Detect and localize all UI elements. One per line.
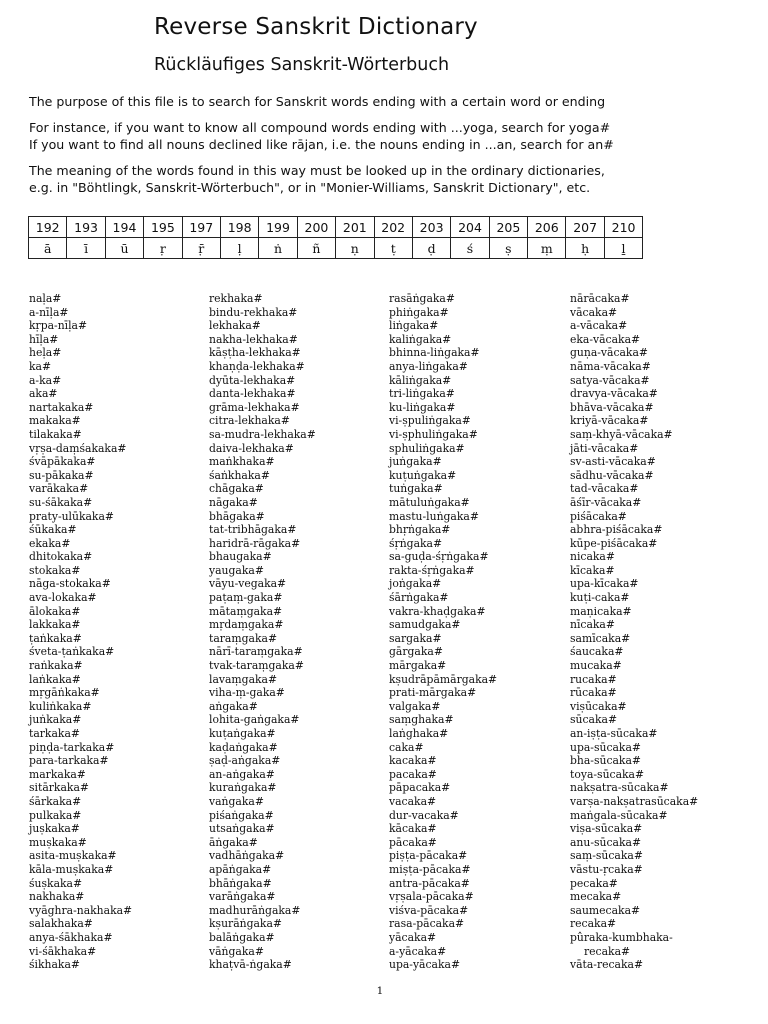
word-entry: kṣurāṅgaka# xyxy=(209,917,282,931)
char-glyph-cell: ū xyxy=(105,238,143,259)
word-entry: juṅkaka# xyxy=(29,713,82,727)
word-entry: muṣkaka# xyxy=(29,835,87,849)
char-glyph-cell: ṃ xyxy=(528,238,566,259)
word-entry: kuṭaṅgaka# xyxy=(209,727,276,740)
word-entry: taraṃgaka# xyxy=(209,631,277,645)
word-entry: śuṣkaka# xyxy=(29,876,83,890)
word-entry: su-pākaka# xyxy=(29,468,94,482)
char-glyph-cell: ḻ xyxy=(604,238,642,259)
word-entry: a-yācaka# xyxy=(389,944,447,958)
word-entry: vacaka# xyxy=(389,794,437,808)
word-entry: rūcaka# xyxy=(570,686,617,700)
word-entry: valgaka# xyxy=(389,699,441,713)
word-entry: piśaṅgaka# xyxy=(209,808,274,822)
word-entry: sa-mudra-lekhaka# xyxy=(209,427,316,441)
word-entry: vācaka# xyxy=(570,305,618,319)
word-entry: tat-tribhāgaka# xyxy=(209,523,297,537)
page-number: 1 xyxy=(376,985,384,997)
word-column-1 xyxy=(29,292,132,972)
char-glyph-cell: ṅ xyxy=(259,238,297,259)
word-entry: para-tarkaka# xyxy=(29,754,109,768)
word-entry: asita-muṣkaka# xyxy=(29,849,117,863)
word-entry: dhitokaka# xyxy=(29,550,93,564)
word-entry: nicaka# xyxy=(570,550,615,564)
word-entry: madhurāṅgaka# xyxy=(209,903,301,917)
word-entry: phiṅgaka# xyxy=(389,305,449,319)
char-code-cell: 206 xyxy=(528,217,566,238)
word-entry: gārgaka# xyxy=(389,645,443,659)
char-code-cell: 200 xyxy=(297,217,335,238)
word-entry: bhinna-liṅgaka# xyxy=(389,346,480,360)
word-entry: anya-liṅgaka# xyxy=(389,359,468,373)
word-entry: dyūta-lekhaka# xyxy=(209,373,296,387)
word-entry: praty-ulūkaka# xyxy=(29,509,114,523)
word-entry: vāyu-vegaka# xyxy=(209,577,287,591)
word-entry: sādhu-vācaka# xyxy=(570,468,654,482)
word-entry: sūcaka# xyxy=(570,713,618,727)
word-entry: khaṇḍa-lekhaka# xyxy=(209,359,305,373)
char-code-cell: 204 xyxy=(451,217,489,238)
word-entry: viśva-pācaka# xyxy=(389,903,469,917)
word-entry: jāti-vācaka# xyxy=(570,441,639,455)
word-entry: a-nīḷa# xyxy=(29,305,69,319)
word-entry: sargaka# xyxy=(389,631,442,645)
word-entry: nartakaka# xyxy=(29,400,94,414)
word-entry: ekaka# xyxy=(29,536,71,550)
word-entry: kāla-muṣkaka# xyxy=(29,862,114,876)
word-entry: mārgaka# xyxy=(389,659,447,673)
word-entry: kṛpa-nīḷa# xyxy=(29,319,88,333)
word-entry: miṣṭa-pācaka# xyxy=(389,862,471,876)
char-glyph-cell: ṣ xyxy=(489,238,527,259)
word-entry: balāṅgaka# xyxy=(209,930,275,944)
word-entry: ku-liṅgaka# xyxy=(389,400,456,414)
word-entry: caka# xyxy=(389,740,424,754)
word-entry: rakta-śṛṅgaka# xyxy=(389,563,475,577)
word-entry: śvāpākaka# xyxy=(29,455,96,469)
word-entry: vi-śākhaka# xyxy=(29,944,97,958)
word-entry: laṅghaka# xyxy=(389,727,449,740)
word-entry: samudgaka# xyxy=(389,618,461,632)
char-code-cell: 202 xyxy=(374,217,412,238)
word-entry: tilakaka# xyxy=(29,427,82,441)
word-entry: nīcaka# xyxy=(570,618,615,632)
word-entry: vyāghra-nakhaka# xyxy=(29,903,133,917)
word-entry: khaṭvā-ṅgaka# xyxy=(209,958,292,972)
word-entry: bindu-rekhaka# xyxy=(209,305,298,319)
word-entry: ṭaṅkaka# xyxy=(29,631,82,645)
word-entry: piṣṭa-pācaka# xyxy=(389,849,468,863)
word-entry: yaugaka# xyxy=(209,563,264,577)
word-entry: pecaka# xyxy=(570,876,618,890)
char-code-cell: 198 xyxy=(220,217,258,238)
word-entry: kacaka# xyxy=(389,754,437,768)
word-entry: bha-sūcaka# xyxy=(570,754,641,768)
word-column-2 xyxy=(209,292,316,972)
word-entry: sphuliṅgaka# xyxy=(389,441,465,455)
intro-references: e.g. in "Böhtlingk, Sanskrit-Wörterbuch", or in "Monier-Williams, Sanskrit Dictionary", etc. xyxy=(29,180,591,195)
word-entry: vāṅgaka# xyxy=(209,944,264,958)
word-entry: bhaugaka# xyxy=(209,550,272,564)
word-entry: mṛdaṃgaka# xyxy=(209,618,284,632)
word-entry: nakṣatra-sūcaka# xyxy=(570,781,669,795)
word-entry: tuṅgaka# xyxy=(389,482,443,496)
word-entry: su-śākaka# xyxy=(29,495,93,509)
word-entry: pācaka# xyxy=(389,835,437,849)
word-entry: markaka# xyxy=(29,767,86,781)
word-entry: nakhaka# xyxy=(29,890,85,904)
word-entry: aṅgaka# xyxy=(209,699,258,713)
word-entry: an-aṅgaka# xyxy=(209,767,275,781)
word-entry: raṅkaka# xyxy=(29,659,83,673)
char-glyph-cell: ī xyxy=(67,238,105,259)
word-entry: kāliṅgaka# xyxy=(389,373,452,387)
word-entry: recaka# xyxy=(570,917,617,931)
word-entry: samīcaka# xyxy=(570,631,631,645)
word-entry: piśācaka# xyxy=(570,509,627,523)
word-entry: vāta-recaka# xyxy=(570,958,644,972)
word-column-3 xyxy=(389,292,497,972)
word-entry: dur-vacaka# xyxy=(389,808,459,822)
word-entry: juṣkaka# xyxy=(29,822,80,836)
character-code-table xyxy=(28,216,643,259)
word-entry: satya-vācaka# xyxy=(570,373,650,387)
word-entry: salakhaka# xyxy=(29,917,93,931)
word-entry: nāgaka# xyxy=(209,495,258,509)
word-entry: tarkaka# xyxy=(29,727,80,740)
word-entry: śūkaka# xyxy=(29,523,77,537)
word-entry: makaka# xyxy=(29,414,81,428)
word-entry: dravya-vācaka# xyxy=(570,387,658,401)
word-entry: viha-ṃ-gaka# xyxy=(209,686,285,700)
word-entry: upa-sūcaka# xyxy=(570,740,641,754)
word-entry: vadhāṅgaka# xyxy=(209,849,285,863)
word-entry: pacaka# xyxy=(389,767,437,781)
word-entry: lakkaka# xyxy=(29,618,81,632)
intro-example-an: If you want to find all nouns declined like rājan, i.e. the nouns ending in ...an, search for an# xyxy=(29,137,614,152)
char-code-cell: 207 xyxy=(566,217,604,238)
word-entry: ka# xyxy=(29,359,52,373)
word-entry: kuraṅgaka# xyxy=(209,781,277,795)
word-entry: guṇa-vācaka# xyxy=(570,346,648,360)
word-entry: sitārkaka# xyxy=(29,781,89,795)
word-entry: stokaka# xyxy=(29,563,81,577)
word-entry: juṅgaka# xyxy=(389,455,442,469)
word-entry: pûraka-kumbhaka- xyxy=(570,930,673,944)
word-entry: naḷa# xyxy=(29,292,62,305)
word-entry: rucaka# xyxy=(570,672,617,686)
word-entry: rekhaka# xyxy=(209,292,263,305)
word-entry: rasa-pācaka# xyxy=(389,917,465,931)
char-glyph-cell: ṇ xyxy=(336,238,374,259)
word-entry: ava-lokaka# xyxy=(29,591,97,605)
word-entry: bhṛṅgaka# xyxy=(389,523,451,537)
word-entry: eka-vācaka# xyxy=(570,332,641,346)
word-entry: bhāgaka# xyxy=(209,509,265,523)
word-entry: recaka# xyxy=(584,944,631,958)
word-entry: śārkaka# xyxy=(29,794,82,808)
word-entry: varākaka# xyxy=(29,482,89,496)
word-entry: kṣudrāpāmārgaka# xyxy=(389,672,498,686)
word-entry: joṅgaka# xyxy=(389,577,442,591)
word-entry: vakra-khaḍgaka# xyxy=(389,604,486,618)
char-glyph-cell: ñ xyxy=(297,238,335,259)
word-entry: citra-lekhaka# xyxy=(209,414,290,428)
char-glyph-cell: ṭ xyxy=(374,238,412,259)
word-entry: nāma-vācaka# xyxy=(570,359,651,373)
word-entry: maṅkhaka# xyxy=(209,455,275,469)
word-entry: maṅgala-sūcaka# xyxy=(570,808,668,822)
word-entry: lekhaka# xyxy=(209,319,261,333)
word-entry: grāma-lekhaka# xyxy=(209,400,300,414)
char-code-cell: 194 xyxy=(105,217,143,238)
word-entry: paṭaṃ-gaka# xyxy=(209,591,283,605)
word-entry: laṅkaka# xyxy=(29,672,81,686)
word-entry: kuṭuṅgaka# xyxy=(389,468,457,482)
word-entry: tad-vācaka# xyxy=(570,482,639,496)
intro-meaning: The meaning of the words found in this way must be looked up in the ordinary dictionaries, xyxy=(29,163,605,178)
glyph-row xyxy=(29,238,643,259)
word-entry: sa-guḍa-śṛṅgaka# xyxy=(389,550,489,564)
word-entry: kaliṅgaka# xyxy=(389,332,452,346)
word-entry: pulkaka# xyxy=(29,808,82,822)
char-glyph-cell: ḥ xyxy=(566,238,604,259)
char-code-cell: 203 xyxy=(412,217,450,238)
char-code-cell: 199 xyxy=(259,217,297,238)
word-entry: śaṅkhaka# xyxy=(209,468,270,482)
word-entry: heḷa# xyxy=(29,346,62,360)
word-entry: pāpacaka# xyxy=(389,781,451,795)
word-entry: aka# xyxy=(29,387,58,401)
word-entry: utsaṅgaka# xyxy=(209,822,275,836)
word-entry: vāstu-ṛcaka# xyxy=(570,862,643,876)
word-entry: daiva-lekhaka# xyxy=(209,441,294,455)
char-code-cell: 192 xyxy=(29,217,67,238)
word-entry: saṃ-khyā-vācaka# xyxy=(570,427,673,441)
word-entry: varāṅgaka# xyxy=(209,890,276,904)
word-entry: āśīr-vācaka# xyxy=(570,495,642,509)
word-entry: anu-sūcaka# xyxy=(570,835,641,849)
char-glyph-cell: ṝ xyxy=(182,238,220,259)
word-entry: kriyā-vācaka# xyxy=(570,414,649,428)
word-entry: kāṣṭha-lekhaka# xyxy=(209,346,301,360)
word-entry: ālokaka# xyxy=(29,604,81,618)
word-entry: mastu-luṅgaka# xyxy=(389,509,479,523)
word-entry: nakha-lekhaka# xyxy=(209,332,298,346)
word-entry: āṅgaka# xyxy=(209,835,258,849)
word-entry: upa-yācaka# xyxy=(389,958,460,972)
word-entry: toya-sūcaka# xyxy=(570,767,645,781)
word-entry: mātuluṅgaka# xyxy=(389,495,470,509)
word-entry: nārī-taraṃgaka# xyxy=(209,645,303,659)
word-entry: vṛṣala-pācaka# xyxy=(389,890,474,904)
word-entry: ṣaḍ-aṅgaka# xyxy=(209,754,281,768)
word-entry: śikhaka# xyxy=(29,958,80,972)
word-entry: varṣa-nakṣatrasūcaka# xyxy=(570,794,699,808)
word-entry: hīḷa# xyxy=(29,332,59,346)
word-entry: yācaka# xyxy=(389,930,437,944)
word-entry: an-iṣṭa-sūcaka# xyxy=(570,727,658,740)
word-entry: maṇicaka# xyxy=(570,604,632,618)
word-entry: śṛṅgaka# xyxy=(389,536,443,550)
word-column-4 xyxy=(570,292,698,972)
word-entry: vaṅgaka# xyxy=(209,794,264,808)
word-entry: kācaka# xyxy=(389,822,437,836)
word-entry: vi-ṣphuliṅgaka# xyxy=(389,427,478,441)
word-entry: anya-śākhaka# xyxy=(29,930,113,944)
char-code-cell: 210 xyxy=(604,217,642,238)
word-entry: mucaka# xyxy=(570,659,622,673)
word-entry: nārācaka# xyxy=(570,292,630,305)
word-entry: piṇḍa-tarkaka# xyxy=(29,740,115,754)
word-entry: mātaṃgaka# xyxy=(209,604,283,618)
word-entry: vi-ṣpuliṅgaka# xyxy=(389,414,471,428)
word-entry: kuṭi-caka# xyxy=(570,591,630,605)
word-entry: abhra-piśācaka# xyxy=(570,523,663,537)
word-entry: kuliṅkaka# xyxy=(29,699,92,713)
word-entry: kūpe-piśācaka# xyxy=(570,536,658,550)
word-entry: saumecaka# xyxy=(570,903,641,917)
word-entry: mṛgāṅkaka# xyxy=(29,686,100,700)
char-code-cell: 193 xyxy=(67,217,105,238)
char-glyph-cell: ā xyxy=(29,238,67,259)
word-entry: śveta-ṭaṅkaka# xyxy=(29,645,115,659)
intro-example-yoga: For instance, if you want to know all compound words ending with ...yoga, search for yoga# xyxy=(29,120,611,135)
char-code-cell: 195 xyxy=(144,217,182,238)
char-code-cell: 201 xyxy=(336,217,374,238)
word-entry: vṛṣa-daṃśakaka# xyxy=(29,441,127,455)
code-row xyxy=(29,217,643,238)
char-glyph-cell: ś xyxy=(451,238,489,259)
word-entry: upa-kīcaka# xyxy=(570,577,639,591)
word-entry: prati-mārgaka# xyxy=(389,686,477,700)
word-entry: apāṅgaka# xyxy=(209,862,272,876)
word-entry: haridrā-rāgaka# xyxy=(209,536,301,550)
intro-purpose: The purpose of this file is to search for Sanskrit words ending with a certain word or ending xyxy=(29,94,606,109)
word-entry: sv-asti-vācaka# xyxy=(570,455,656,469)
document-subtitle: Rückläufiges Sanskrit-Wörterbuch xyxy=(154,55,450,75)
word-entry: kīcaka# xyxy=(570,563,615,577)
word-entry: viṣūcaka# xyxy=(570,699,627,713)
word-entry: bhāva-vācaka# xyxy=(570,400,654,414)
word-entry: kaḍaṅgaka# xyxy=(209,740,278,754)
word-entry: nāga-stokaka# xyxy=(29,577,111,591)
word-entry: saṃ-sūcaka# xyxy=(570,849,643,863)
word-entry: saṃghaka# xyxy=(389,713,454,727)
char-code-cell: 205 xyxy=(489,217,527,238)
char-glyph-cell: ḍ xyxy=(412,238,450,259)
word-entry: rasāṅgaka# xyxy=(389,292,455,305)
word-entry: śārṅgaka# xyxy=(389,591,449,605)
word-entry: tvak-taraṃgaka# xyxy=(209,659,304,673)
word-entry: lohita-gaṅgaka# xyxy=(209,713,300,727)
word-entry: danta-lekhaka# xyxy=(209,387,296,401)
char-glyph-cell: ḷ xyxy=(220,238,258,259)
word-entry: liṅgaka# xyxy=(389,319,439,333)
document-title: Reverse Sanskrit Dictionary xyxy=(154,14,478,40)
word-entry: bhāṅgaka# xyxy=(209,876,272,890)
word-entry: a-ka# xyxy=(29,373,62,387)
word-entry: antra-pācaka# xyxy=(389,876,470,890)
word-entry: a-vācaka# xyxy=(570,319,628,333)
word-entry: lavaṃgaka# xyxy=(209,672,278,686)
word-entry: śaucaka# xyxy=(570,645,624,659)
word-entry: tri-liṅgaka# xyxy=(389,387,455,401)
word-entry: chāgaka# xyxy=(209,482,264,496)
word-entry: viṣa-sūcaka# xyxy=(570,822,643,836)
word-entry: mecaka# xyxy=(570,890,622,904)
char-glyph-cell: ṛ xyxy=(144,238,182,259)
char-code-cell: 197 xyxy=(182,217,220,238)
